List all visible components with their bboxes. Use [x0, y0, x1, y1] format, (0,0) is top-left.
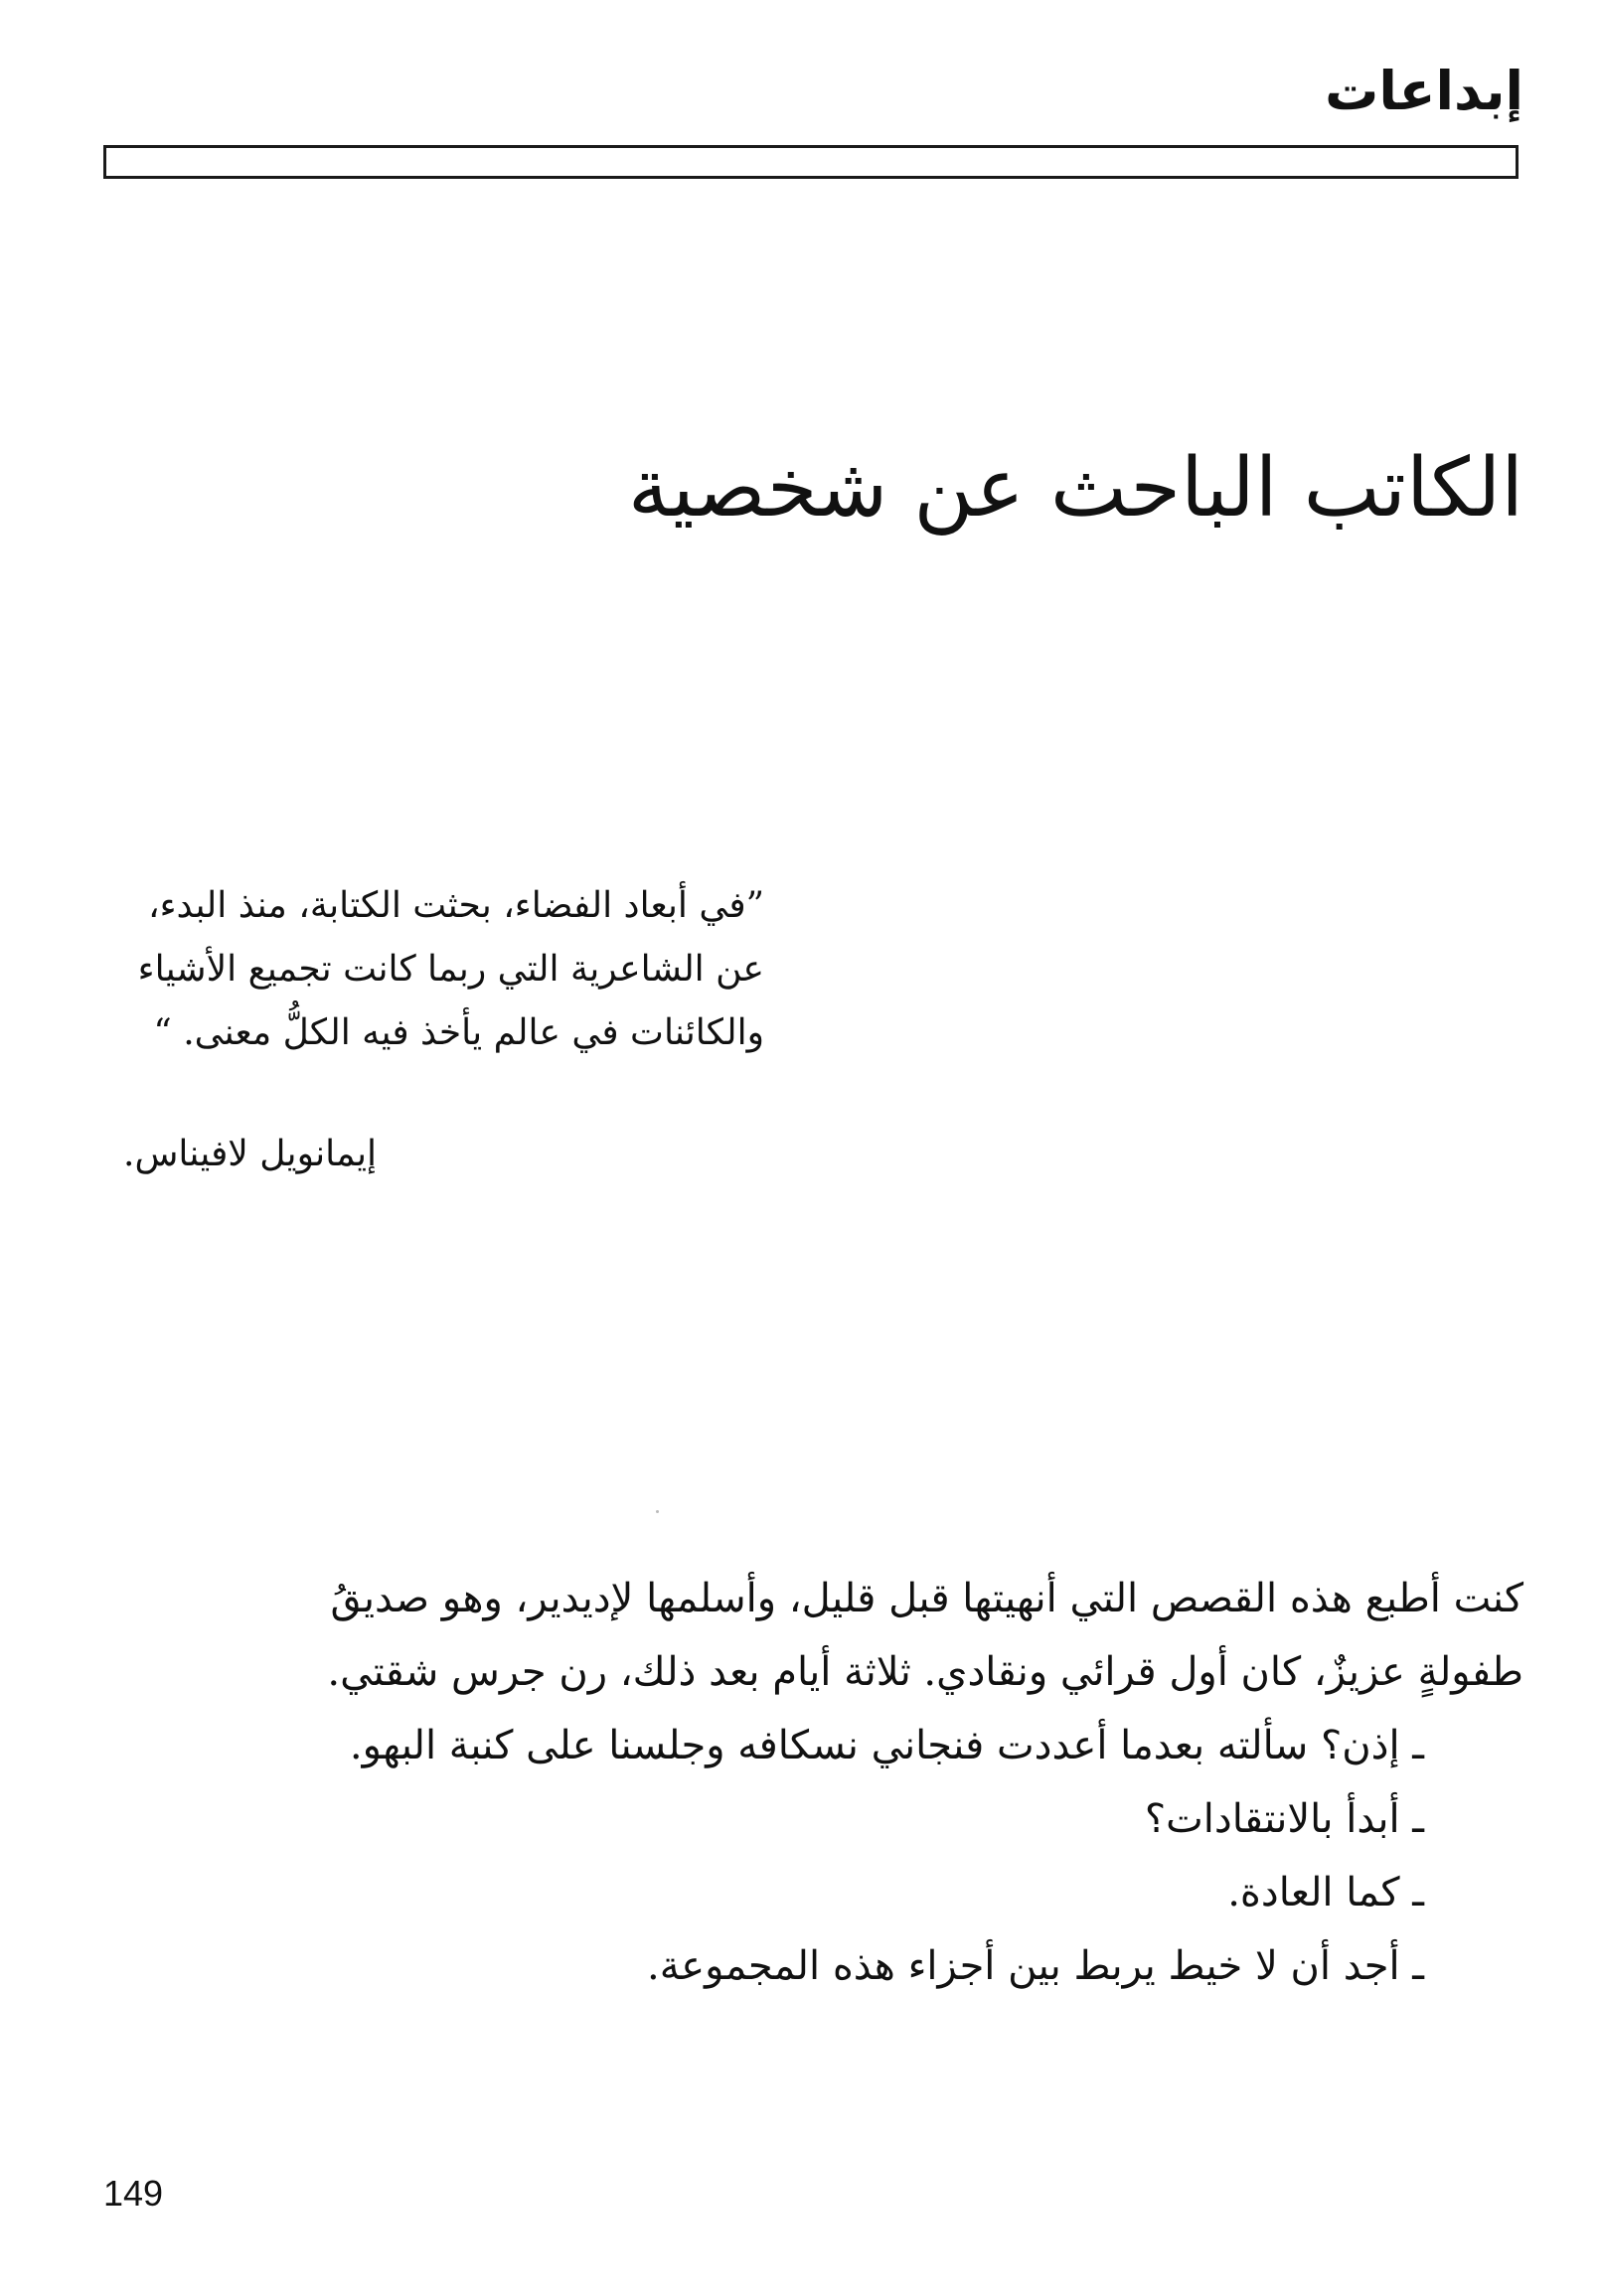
epigraph-quote	[128, 874, 764, 1065]
section-header: إبداعات	[1325, 60, 1523, 122]
article-title: الكاتب الباحث عن شخصية	[627, 440, 1523, 536]
header-rule-box	[103, 145, 1519, 179]
page-number: 149	[103, 2173, 164, 2214]
epigraph-line: ”في أبعاد الفضاء، بحثت الكتابة، منذ البدء،	[148, 885, 764, 926]
speck-mark	[656, 1510, 659, 1513]
epigraph-line: والكائنات في عالم يأخذ فيه الكلُّ معنى. “	[153, 1012, 764, 1053]
epigraph-line: عن الشاعرية التي ربما كانت تجميع الأشياء	[137, 949, 764, 990]
epigraph-author: إيمانويل لافيناس.	[123, 1134, 377, 1174]
body-text	[92, 1562, 1523, 2003]
paragraph-line: كنت أطبع هذه القصص التي أنهيتها قبل قليل، وأسلمها لإديدير، وهو صديقُ	[330, 1576, 1523, 1621]
paragraph-line: طفولةٍ عزيزٌ، كان أول قرائي ونقادي. ثلاثة أيام بعد ذلك، رن جرس شقتي.	[327, 1649, 1523, 1695]
dialogue-line: ـ أجد أن لا خيط يربط بين أجزاء هذه المجموعة.	[647, 1943, 1424, 1989]
dialogue-line: ـ إذن؟ سألته بعدما أعددت فنجاني نسكافه وجلسنا على كنبة البهو.	[349, 1723, 1424, 1768]
dialogue-line: ـ كما العادة.	[1227, 1870, 1424, 1915]
dialogue-line: ـ أبدأ بالانتقادات؟	[1144, 1796, 1424, 1842]
